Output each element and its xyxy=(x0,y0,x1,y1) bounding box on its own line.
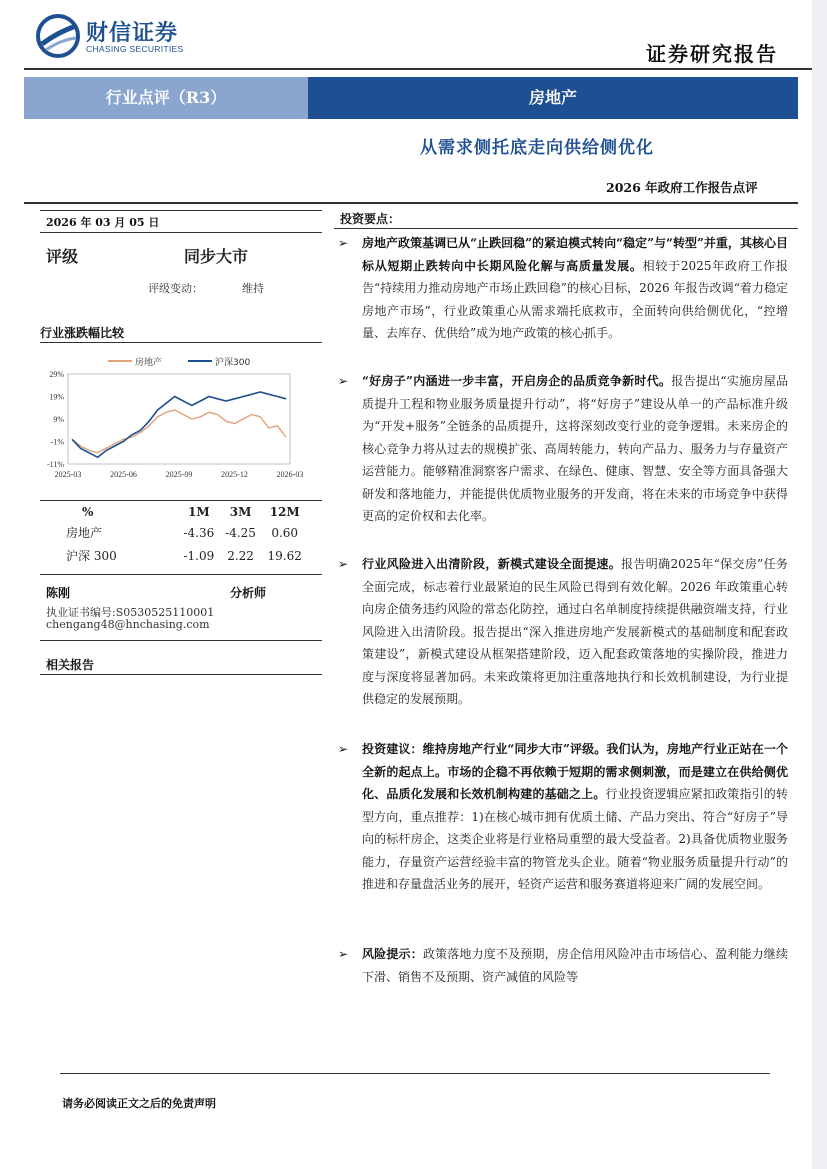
y-tick-label: 9% xyxy=(53,415,64,424)
left-top-rule xyxy=(40,210,322,211)
chart-heading-rule xyxy=(40,342,322,343)
disclaimer-note: 请务必阅读正文之后的免责声明 xyxy=(62,1097,216,1110)
rating-change-value: 维持 xyxy=(242,282,264,295)
point-text: 报告提出“实施房屋品质提升工程和物业服务质量提升行动”，将“好房子”建设从单一的产品标准升级为“开发+服务”全链条的品质提升，这将深刻改变行业的竞争逻辑。未来房企的核心竞争力将从过去的规模扩张、高周转能力，转向产品力、服务力与存量资产运营能力。能够精准洞察客户需求、在绿色、健康、智慧、安全等方面具备强大研发和落地能力，并能提供优质物业服务的开发商，将在未来的市场竞争中获得更高的定价权和去化率。 xyxy=(362,374,789,523)
report-title: 从需求侧托底走向供给侧优化 xyxy=(420,138,654,158)
table-cell: 房地产 xyxy=(66,526,103,540)
y-tick-label: -11% xyxy=(46,460,64,469)
table-row xyxy=(52,544,308,567)
table-cell: 19.62 xyxy=(267,548,302,563)
arrow-bullet-icon: ➢ xyxy=(338,947,349,961)
point-bold: 房地产政策基调已从“止跌回稳”的紧迫模式转向“稳定”与“转型”并重，其核心目标从短期止跌转向中长期风险化解与高质量发展。 xyxy=(362,236,788,273)
table-header-row xyxy=(52,503,308,521)
table-header: 1M xyxy=(188,505,210,519)
analyst-cert: 执业证书编号:S0530525110001 xyxy=(46,606,215,619)
point-text: 政策落地力度不及预期，房企信用风险冲击市场信心、盈利能力继续下滑、销售不及预期、资产减值的风险等 xyxy=(362,947,788,984)
table-row xyxy=(52,521,308,544)
table-cell: 0.60 xyxy=(271,525,299,540)
brand-name-en: CHASING SECURITIES xyxy=(86,44,184,54)
table-header: % xyxy=(82,505,94,519)
related-rule xyxy=(40,674,322,675)
x-tick-label: 2025-03 xyxy=(54,470,82,479)
table-cell: -4.25 xyxy=(225,525,256,540)
related-heading: 相关报告 xyxy=(46,658,95,672)
arrow-bullet-icon: ➢ xyxy=(338,742,349,756)
x-tick-label: 2025-09 xyxy=(165,470,193,479)
chart-heading: 行业涨跌幅比较 xyxy=(40,326,125,340)
banner-category: 行业点评（R3） xyxy=(24,77,308,119)
table-top-rule xyxy=(40,500,322,501)
analyst-email: chengang48@hnchasing.com xyxy=(46,618,210,631)
table-cell: -1.09 xyxy=(183,548,215,563)
point-bold: 风险提示： xyxy=(362,947,423,961)
investment-point xyxy=(340,738,788,896)
analyst-name: 陈刚 xyxy=(46,586,71,600)
side-stripe xyxy=(812,0,827,1169)
rating-label: 评级 xyxy=(46,247,79,266)
brand-name-cn: 财信证券 xyxy=(86,21,179,46)
chart-legend xyxy=(108,356,250,368)
brand-logo xyxy=(36,14,216,60)
y-tick-label: 29% xyxy=(49,370,64,379)
table-header: 12M xyxy=(269,505,300,519)
footer-rule xyxy=(60,1073,770,1074)
arrow-bullet-icon: ➢ xyxy=(338,374,349,388)
rating-value: 同步大市 xyxy=(184,247,249,266)
table-header: 3M xyxy=(229,505,252,519)
point-bold: “好房子”内涵进一步丰富，开启房企的品质竞争新时代。 xyxy=(362,374,672,388)
point-bold: 投资建议：维持房地产行业“同步大市”评级。我们认为，房地产行业正站在一个全新的起点上。市场的企稳不再依赖于短期的需求侧刺激，而是建立在供给侧优化、品质化发展和长效机制构建的基础之上。 xyxy=(362,742,788,801)
analyst-rule xyxy=(40,640,322,641)
investment-point xyxy=(340,370,788,528)
table-bottom-rule xyxy=(40,574,322,575)
table-cell: 2.22 xyxy=(227,548,254,563)
arrow-bullet-icon: ➢ xyxy=(338,557,349,571)
legend-label-property: 房地产 xyxy=(135,358,163,368)
report-date: 2026 年 03 月 05 日 xyxy=(46,216,160,229)
header-rule xyxy=(24,68,812,70)
brand-logo-icon xyxy=(36,14,80,58)
point-bold: 行业风险进入出清阶段，新模式建设全面提速。 xyxy=(362,557,622,571)
x-tick-label: 2025-06 xyxy=(110,470,137,479)
report-subtitle: 2026 年政府工作报告点评 xyxy=(606,180,758,195)
table-cell: 沪深 300 xyxy=(66,549,117,563)
date-rule xyxy=(40,232,322,233)
investment-point xyxy=(340,943,788,988)
rating-change-label: 评级变动： xyxy=(148,282,203,295)
table-cell: -4.36 xyxy=(183,525,215,540)
performance-chart xyxy=(36,350,306,485)
investment-heading-rule xyxy=(334,228,798,229)
investment-heading: 投资要点： xyxy=(340,212,401,226)
arrow-bullet-icon: ➢ xyxy=(338,236,349,250)
analyst-role: 分析师 xyxy=(230,586,267,600)
performance-table xyxy=(52,503,308,567)
x-tick-label: 2026-03 xyxy=(276,470,304,479)
series-line-hs300 xyxy=(72,392,286,457)
banner-industry: 房地产 xyxy=(308,77,798,119)
x-tick-label: 2025-12 xyxy=(221,470,248,479)
point-text: 报告明确2025年“保交房”任务全面完成，标志着行业最紧迫的民生风险已得到有效化解。2026 年政策重心转向房企债务违约风险的常态化防控，通过白名单制度持续提供融资端支持，行业风险进入出清阶段。报告提出“深入推进房地产发展新模式的基础制度和配套政策建设”，新模式建设从框架搭建阶段，迈入配套政策落地的实操阶段，推进力度与深度将显著加码。未来政策将更加注重落地执行和长效机制建设，为行业提供稳定的发展预期。 xyxy=(362,557,788,706)
investment-point xyxy=(340,553,788,711)
y-tick-label: -1% xyxy=(50,437,64,447)
y-tick-label: 19% xyxy=(49,392,64,402)
legend-label-hs300: 沪深300 xyxy=(215,358,251,368)
investment-point xyxy=(340,232,788,345)
title-rule xyxy=(24,202,798,204)
point-text: 相较于2025年政府工作报告“持续用力推动房地产市场止跌回稳”的核心目标，2026 年报告改调“着力稳定房地产市场”，行业政策重心从需求端托底救市，全面转向供给侧优化，“控增量、去库存、优供给”成为地产政策的核心抓手。 xyxy=(362,258,788,340)
series-line-property xyxy=(72,410,286,453)
doc-type: 证券研究报告 xyxy=(646,42,778,66)
point-text: 行业投资逻辑应紧扣政策指引的转型方向，重点推荐：1)在核心城市拥有优质土储、产品力突出、符合“好房子”导向的标杆房企，这类企业将是行业格局重塑的最大受益者。2)具备优质物业服务能力，存量资产运营经验丰富的物管龙头企业。随着“物业服务质量提升行动”的推进和存量盘活业务的展开，轻资产运营和服务赛道将迎来广阔的发展空间。 xyxy=(362,787,788,891)
